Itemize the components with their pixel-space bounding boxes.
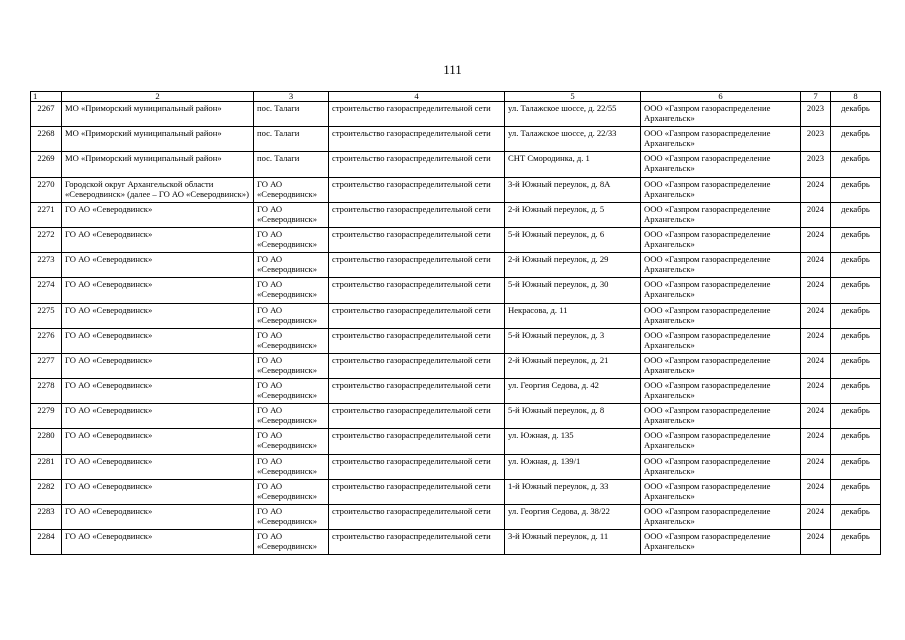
- work-type-cell: строительство газораспределительной сети: [329, 102, 505, 127]
- row-number-cell: 2272: [31, 227, 62, 252]
- work-type-cell: строительство газораспределительной сети: [329, 227, 505, 252]
- table-row: [31, 177, 881, 202]
- municipality-cell: ГО АО «Северодвинск»: [62, 227, 254, 252]
- address-cell: ул. Георгия Седова, д. 42: [505, 379, 641, 404]
- municipality-cell: ГО АО «Северодвинск»: [62, 530, 254, 555]
- municipality-cell: ГО АО «Северодвинск»: [62, 404, 254, 429]
- row-number-cell: 2279: [31, 404, 62, 429]
- table-row: [31, 505, 881, 530]
- locality-cell: ГО АО «Северодвинск»: [254, 328, 329, 353]
- column-number-row: [31, 92, 881, 102]
- municipality-cell: ГО АО «Северодвинск»: [62, 353, 254, 378]
- month-cell: декабрь: [831, 177, 881, 202]
- organization-cell: ООО «Газпром газораспределение Архангельск»: [641, 303, 801, 328]
- row-number-cell: 2273: [31, 253, 62, 278]
- municipality-cell: ГО АО «Северодвинск»: [62, 303, 254, 328]
- work-type-cell: строительство газораспределительной сети: [329, 303, 505, 328]
- address-cell: ул. Талажское шоссе, д. 22/33: [505, 127, 641, 152]
- year-cell: 2024: [801, 479, 831, 504]
- locality-cell: ГО АО «Северодвинск»: [254, 530, 329, 555]
- row-number-cell: 2283: [31, 505, 62, 530]
- work-type-cell: строительство газораспределительной сети: [329, 429, 505, 454]
- municipality-cell: ГО АО «Северодвинск»: [62, 429, 254, 454]
- month-cell: декабрь: [831, 127, 881, 152]
- municipality-cell: ГО АО «Северодвинск»: [62, 253, 254, 278]
- month-cell: декабрь: [831, 505, 881, 530]
- month-cell: декабрь: [831, 530, 881, 555]
- month-cell: декабрь: [831, 202, 881, 227]
- year-cell: 2024: [801, 404, 831, 429]
- address-cell: ул. Южная, д. 135: [505, 429, 641, 454]
- municipality-cell: ГО АО «Северодвинск»: [62, 202, 254, 227]
- municipality-cell: ГО АО «Северодвинск»: [62, 479, 254, 504]
- month-cell: декабрь: [831, 429, 881, 454]
- address-cell: 5-й Южный переулок, д. 6: [505, 227, 641, 252]
- year-cell: 2024: [801, 202, 831, 227]
- row-number-cell: 2281: [31, 454, 62, 479]
- organization-cell: ООО «Газпром газораспределение Архангельск»: [641, 253, 801, 278]
- organization-cell: ООО «Газпром газораспределение Архангельск»: [641, 479, 801, 504]
- address-cell: 2-й Южный переулок, д. 21: [505, 353, 641, 378]
- municipality-cell: МО «Приморский муниципальный район»: [62, 127, 254, 152]
- locality-cell: ГО АО «Северодвинск»: [254, 177, 329, 202]
- page-number: 111: [443, 62, 462, 77]
- column-header: 4: [329, 92, 505, 102]
- work-type-cell: строительство газораспределительной сети: [329, 404, 505, 429]
- table-row: [31, 429, 881, 454]
- registry-body: [31, 102, 881, 555]
- work-type-cell: строительство газораспределительной сети: [329, 202, 505, 227]
- municipality-cell: МО «Приморский муниципальный район»: [62, 102, 254, 127]
- month-cell: декабрь: [831, 353, 881, 378]
- month-cell: декабрь: [831, 303, 881, 328]
- municipality-cell: ГО АО «Северодвинск»: [62, 454, 254, 479]
- column-header: 6: [641, 92, 801, 102]
- row-number-cell: 2275: [31, 303, 62, 328]
- locality-cell: ГО АО «Северодвинск»: [254, 202, 329, 227]
- organization-cell: ООО «Газпром газораспределение Архангельск»: [641, 404, 801, 429]
- organization-cell: ООО «Газпром газораспределение Архангельск»: [641, 177, 801, 202]
- locality-cell: ГО АО «Северодвинск»: [254, 454, 329, 479]
- work-type-cell: строительство газораспределительной сети: [329, 328, 505, 353]
- work-type-cell: строительство газораспределительной сети: [329, 530, 505, 555]
- year-cell: 2023: [801, 102, 831, 127]
- locality-cell: ГО АО «Северодвинск»: [254, 505, 329, 530]
- year-cell: 2024: [801, 177, 831, 202]
- address-cell: Некрасова, д. 11: [505, 303, 641, 328]
- row-number-cell: 2270: [31, 177, 62, 202]
- locality-cell: пос. Талаги: [254, 152, 329, 177]
- year-cell: 2024: [801, 454, 831, 479]
- year-cell: 2024: [801, 227, 831, 252]
- organization-cell: ООО «Газпром газораспределение Архангельск»: [641, 127, 801, 152]
- locality-cell: ГО АО «Северодвинск»: [254, 479, 329, 504]
- column-header: 8: [831, 92, 881, 102]
- year-cell: 2024: [801, 505, 831, 530]
- year-cell: 2024: [801, 303, 831, 328]
- address-cell: ул. Георгия Седова, д. 38/22: [505, 505, 641, 530]
- work-type-cell: строительство газораспределительной сети: [329, 152, 505, 177]
- work-type-cell: строительство газораспределительной сети: [329, 127, 505, 152]
- locality-cell: ГО АО «Северодвинск»: [254, 429, 329, 454]
- year-cell: 2024: [801, 530, 831, 555]
- column-header: 3: [254, 92, 329, 102]
- municipality-cell: ГО АО «Северодвинск»: [62, 505, 254, 530]
- table-row: [31, 328, 881, 353]
- organization-cell: ООО «Газпром газораспределение Архангельск»: [641, 328, 801, 353]
- organization-cell: ООО «Газпром газораспределение Архангельск»: [641, 454, 801, 479]
- organization-cell: ООО «Газпром газораспределение Архангельск»: [641, 353, 801, 378]
- locality-cell: ГО АО «Северодвинск»: [254, 227, 329, 252]
- table-row: [31, 102, 881, 127]
- row-number-cell: 2284: [31, 530, 62, 555]
- table-row: [31, 278, 881, 303]
- table-row: [31, 454, 881, 479]
- row-number-cell: 2268: [31, 127, 62, 152]
- column-header: 7: [801, 92, 831, 102]
- organization-cell: ООО «Газпром газораспределение Архангельск»: [641, 227, 801, 252]
- work-type-cell: строительство газораспределительной сети: [329, 253, 505, 278]
- month-cell: декабрь: [831, 479, 881, 504]
- table-row: [31, 530, 881, 555]
- address-cell: 5-й Южный переулок, д. 8: [505, 404, 641, 429]
- work-type-cell: строительство газораспределительной сети: [329, 454, 505, 479]
- registry-table: [30, 91, 881, 555]
- month-cell: декабрь: [831, 102, 881, 127]
- organization-cell: ООО «Газпром газораспределение Архангельск»: [641, 202, 801, 227]
- address-cell: СНТ Смородинка, д. 1: [505, 152, 641, 177]
- row-number-cell: 2280: [31, 429, 62, 454]
- address-cell: 2-й Южный переулок, д. 5: [505, 202, 641, 227]
- table-row: [31, 227, 881, 252]
- column-header: 2: [62, 92, 254, 102]
- work-type-cell: строительство газораспределительной сети: [329, 479, 505, 504]
- year-cell: 2024: [801, 429, 831, 454]
- month-cell: декабрь: [831, 278, 881, 303]
- table-row: [31, 404, 881, 429]
- table-row: [31, 303, 881, 328]
- address-cell: 3-й Южный переулок, д. 8А: [505, 177, 641, 202]
- organization-cell: ООО «Газпром газораспределение Архангельск»: [641, 379, 801, 404]
- month-cell: декабрь: [831, 227, 881, 252]
- locality-cell: пос. Талаги: [254, 127, 329, 152]
- organization-cell: ООО «Газпром газораспределение Архангельск»: [641, 505, 801, 530]
- work-type-cell: строительство газораспределительной сети: [329, 379, 505, 404]
- work-type-cell: строительство газораспределительной сети: [329, 278, 505, 303]
- row-number-cell: 2269: [31, 152, 62, 177]
- locality-cell: ГО АО «Северодвинск»: [254, 404, 329, 429]
- table-row: [31, 353, 881, 378]
- locality-cell: ГО АО «Северодвинск»: [254, 353, 329, 378]
- year-cell: 2024: [801, 278, 831, 303]
- address-cell: 2-й Южный переулок, д. 29: [505, 253, 641, 278]
- row-number-cell: 2277: [31, 353, 62, 378]
- table-row: [31, 127, 881, 152]
- municipality-cell: Городской округ Архангельской области «Северодвинск» (далее – ГО АО «Северодвинск»): [62, 177, 254, 202]
- table-row: [31, 253, 881, 278]
- month-cell: декабрь: [831, 404, 881, 429]
- municipality-cell: ГО АО «Северодвинск»: [62, 328, 254, 353]
- year-cell: 2024: [801, 353, 831, 378]
- locality-cell: ГО АО «Северодвинск»: [254, 379, 329, 404]
- year-cell: 2023: [801, 152, 831, 177]
- work-type-cell: строительство газораспределительной сети: [329, 177, 505, 202]
- year-cell: 2024: [801, 328, 831, 353]
- address-cell: 3-й Южный переулок, д. 11: [505, 530, 641, 555]
- organization-cell: ООО «Газпром газораспределение Архангельск»: [641, 530, 801, 555]
- address-cell: 1-й Южный переулок, д. 33: [505, 479, 641, 504]
- locality-cell: ГО АО «Северодвинск»: [254, 303, 329, 328]
- address-cell: 5-й Южный переулок, д. 30: [505, 278, 641, 303]
- row-number-cell: 2278: [31, 379, 62, 404]
- year-cell: 2024: [801, 253, 831, 278]
- month-cell: декабрь: [831, 152, 881, 177]
- organization-cell: ООО «Газпром газораспределение Архангельск»: [641, 102, 801, 127]
- column-header: 1: [31, 92, 62, 102]
- year-cell: 2024: [801, 379, 831, 404]
- municipality-cell: ГО АО «Северодвинск»: [62, 278, 254, 303]
- organization-cell: ООО «Газпром газораспределение Архангельск»: [641, 152, 801, 177]
- month-cell: декабрь: [831, 379, 881, 404]
- address-cell: ул. Талажское шоссе, д. 22/55: [505, 102, 641, 127]
- organization-cell: ООО «Газпром газораспределение Архангельск»: [641, 429, 801, 454]
- locality-cell: пос. Талаги: [254, 102, 329, 127]
- row-number-cell: 2282: [31, 479, 62, 504]
- year-cell: 2023: [801, 127, 831, 152]
- table-row: [31, 202, 881, 227]
- row-number-cell: 2271: [31, 202, 62, 227]
- month-cell: декабрь: [831, 454, 881, 479]
- organization-cell: ООО «Газпром газораспределение Архангельск»: [641, 278, 801, 303]
- row-number-cell: 2274: [31, 278, 62, 303]
- column-header: 5: [505, 92, 641, 102]
- table-row: [31, 479, 881, 504]
- address-cell: ул. Южная, д. 139/1: [505, 454, 641, 479]
- locality-cell: ГО АО «Северодвинск»: [254, 253, 329, 278]
- table-row: [31, 379, 881, 404]
- municipality-cell: МО «Приморский муниципальный район»: [62, 152, 254, 177]
- locality-cell: ГО АО «Северодвинск»: [254, 278, 329, 303]
- work-type-cell: строительство газораспределительной сети: [329, 505, 505, 530]
- row-number-cell: 2276: [31, 328, 62, 353]
- row-number-cell: 2267: [31, 102, 62, 127]
- address-cell: 5-й Южный переулок, д. 3: [505, 328, 641, 353]
- month-cell: декабрь: [831, 328, 881, 353]
- table-row: [31, 152, 881, 177]
- municipality-cell: ГО АО «Северодвинск»: [62, 379, 254, 404]
- month-cell: декабрь: [831, 253, 881, 278]
- work-type-cell: строительство газораспределительной сети: [329, 353, 505, 378]
